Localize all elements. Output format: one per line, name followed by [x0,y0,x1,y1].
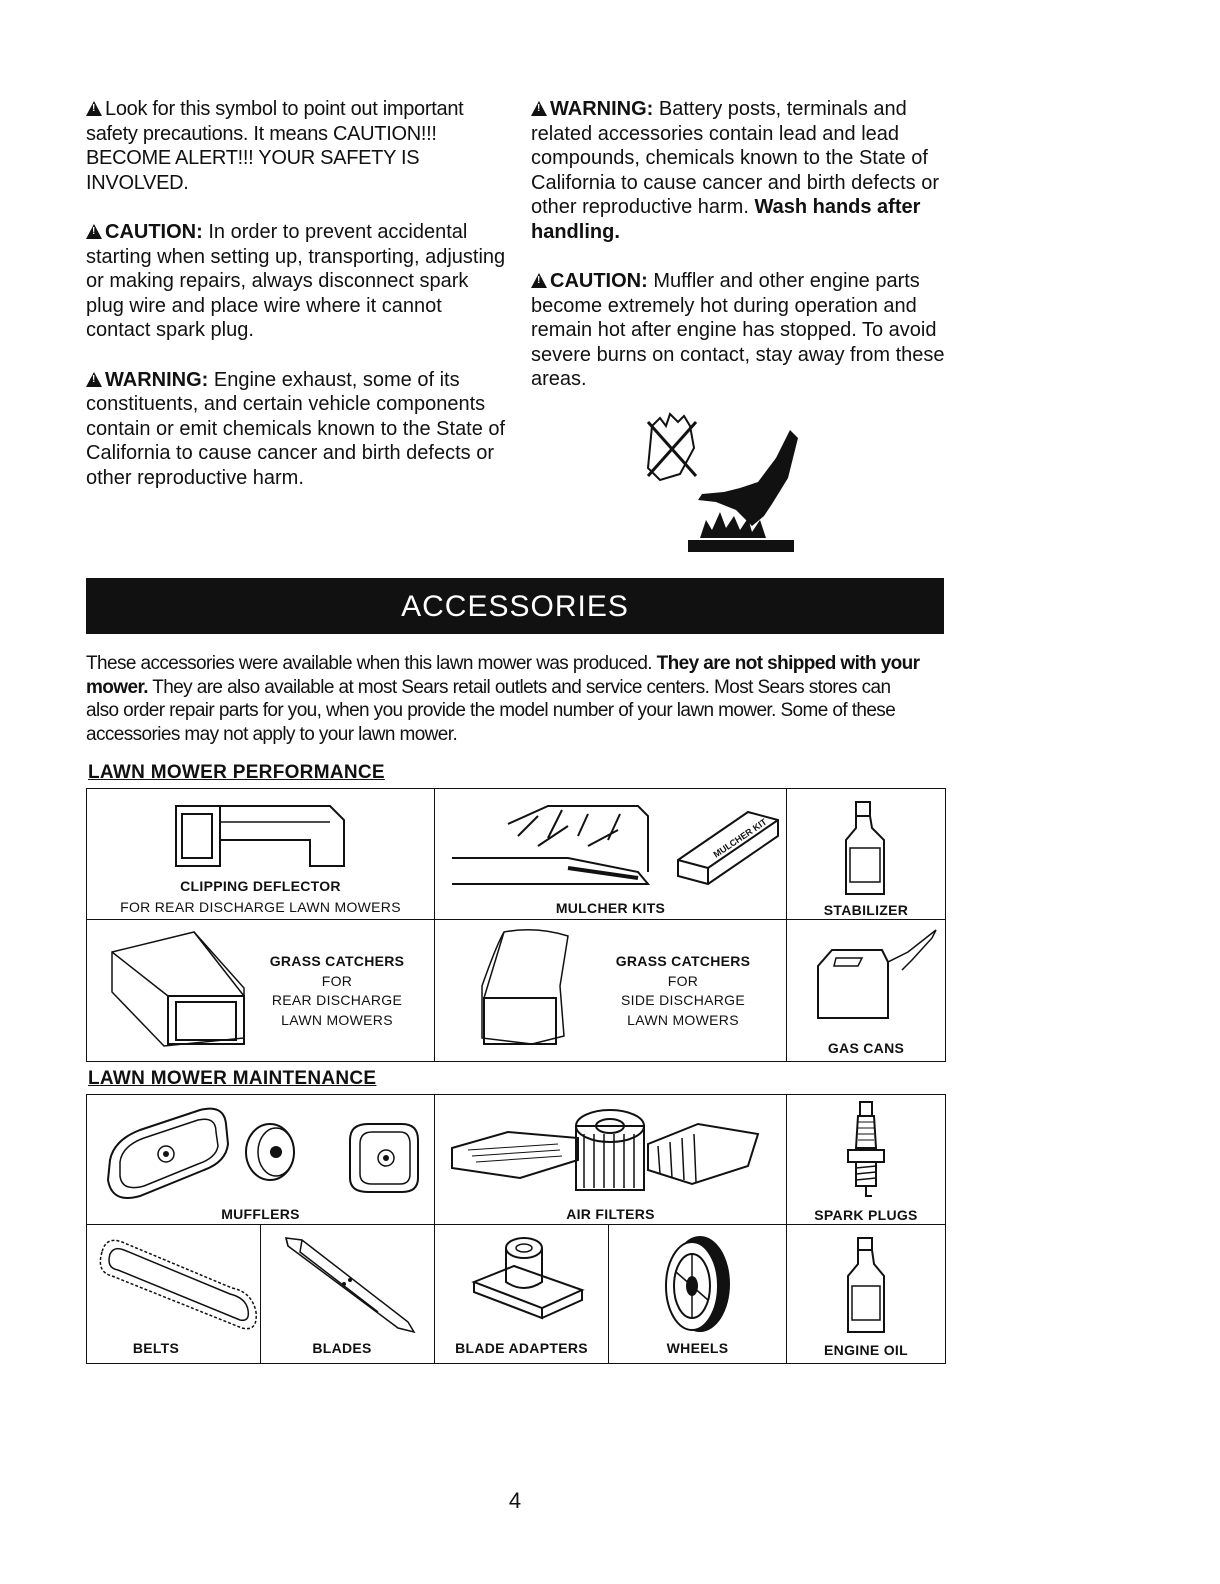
wheels-label: WHEELS [666,1340,729,1356]
accessories-banner: ACCESSORIES [86,578,944,634]
alert-triangle-icon [531,273,547,288]
belts-label: BELTS [132,1340,180,1356]
side-catchers-title: GRASS CATCHERS [615,953,751,969]
clipping-deflector-sublabel: FOR REAR DISCHARGE LAWN MOWERS [120,899,401,915]
left-column [86,97,506,515]
rear-catchers-line3: REAR DISCHARGE [271,992,403,1008]
safety-symbol-note: !Look for this symbol to point out important safety precautions. It means CAUTION!!! BECOME ALERT!!! YOUR SAFETY IS INVOLVED. [86,97,506,195]
engine-oil-label: ENGINE OIL [824,1342,908,1358]
page-number: 4 [508,1488,522,1513]
side-catchers-line3: SIDE DISCHARGE [621,992,745,1008]
air-filters-icon [448,1104,778,1200]
belt-icon [92,1232,260,1332]
accessories-intro: These accessories were available when this lawn mower was produced. They are not shipped with your mower. They are also available at most Sears retail outlets and service centers. Most Sears stores can also order repair parts for you, when you provide the model number of your lawn mower. Some of these accessories may not apply to your lawn mower. [86,653,920,745]
mufflers-icon [100,1100,430,1204]
rear-catchers-line4: LAWN MOWERS [281,1012,393,1028]
spark-plug-icon [844,1100,888,1202]
blade-adapters-label: BLADE ADAPTERS [455,1340,588,1356]
engine-oil-bottle-icon [844,1236,888,1334]
mufflers-label: MUFFLERS [221,1206,300,1222]
rear-catchers-title: GRASS CATCHERS [269,953,405,969]
maintenance-heading: LAWN MOWER MAINTENANCE [88,1068,377,1089]
mulcher-kits-label: MULCHER KITS [555,900,666,916]
alert-triangle-icon [86,224,102,239]
rear-catchers-line2: FOR [321,973,353,989]
alert-triangle-icon [86,372,102,387]
wheel-icon [654,1232,734,1336]
side-catchers-line4: LAWN MOWERS [627,1012,739,1028]
side-catchers-line2: FOR [667,973,699,989]
spark-plugs-label: SPARK PLUGS [814,1207,918,1223]
clipping-deflector-icon [170,800,350,872]
right-column [531,97,949,417]
side-grass-catcher-icon [476,926,576,1054]
gas-can-icon [812,926,942,1026]
warning-exhaust: !WARNING: Engine exhaust, some of its constituents, and certain vehicle components contain or emit chemicals known to the State of California to cause cancer and birth defects or other reproductive harm. [86,368,506,491]
alert-triangle-icon [86,101,102,116]
air-filters-label: AIR FILTERS [566,1206,655,1222]
performance-heading: LAWN MOWER PERFORMANCE [88,762,385,783]
clipping-deflector-label: CLIPPING DEFLECTOR [180,878,341,894]
gas-cans-label: GAS CANS [827,1040,905,1056]
mulcher-kits-icon [448,796,778,888]
caution-hot-muffler: !CAUTION: Muffler and other engine parts become extremely hot during operation and remain hot after engine has stopped. To avoid severe burns on contact, stay away from these areas. [531,269,949,392]
alert-triangle-icon [531,101,547,116]
blades-label: BLADES [312,1340,372,1356]
rear-grass-catcher-icon [104,928,254,1048]
hot-surface-hand-icon [640,408,800,556]
caution-spark-plug: !CAUTION: In order to prevent accidental starting when setting up, transporting, adjusting or making repairs, always disconnect spark plug wire and place wire where it cannot contact spark plug. [86,220,506,343]
stabilizer-bottle-icon [842,800,888,896]
blade-adapter-icon [470,1232,586,1326]
stabilizer-label: STABILIZER [823,902,909,918]
blade-icon [278,1232,418,1336]
warning-battery: !WARNING: Battery posts, terminals and related accessories contain lead and lead compounds, chemicals known to the State of California to cause cancer and birth defects or other reproductive harm. Wash hands after handling. [531,97,949,244]
mulcher-kit-box-label: MULCHER KIT [711,816,769,860]
